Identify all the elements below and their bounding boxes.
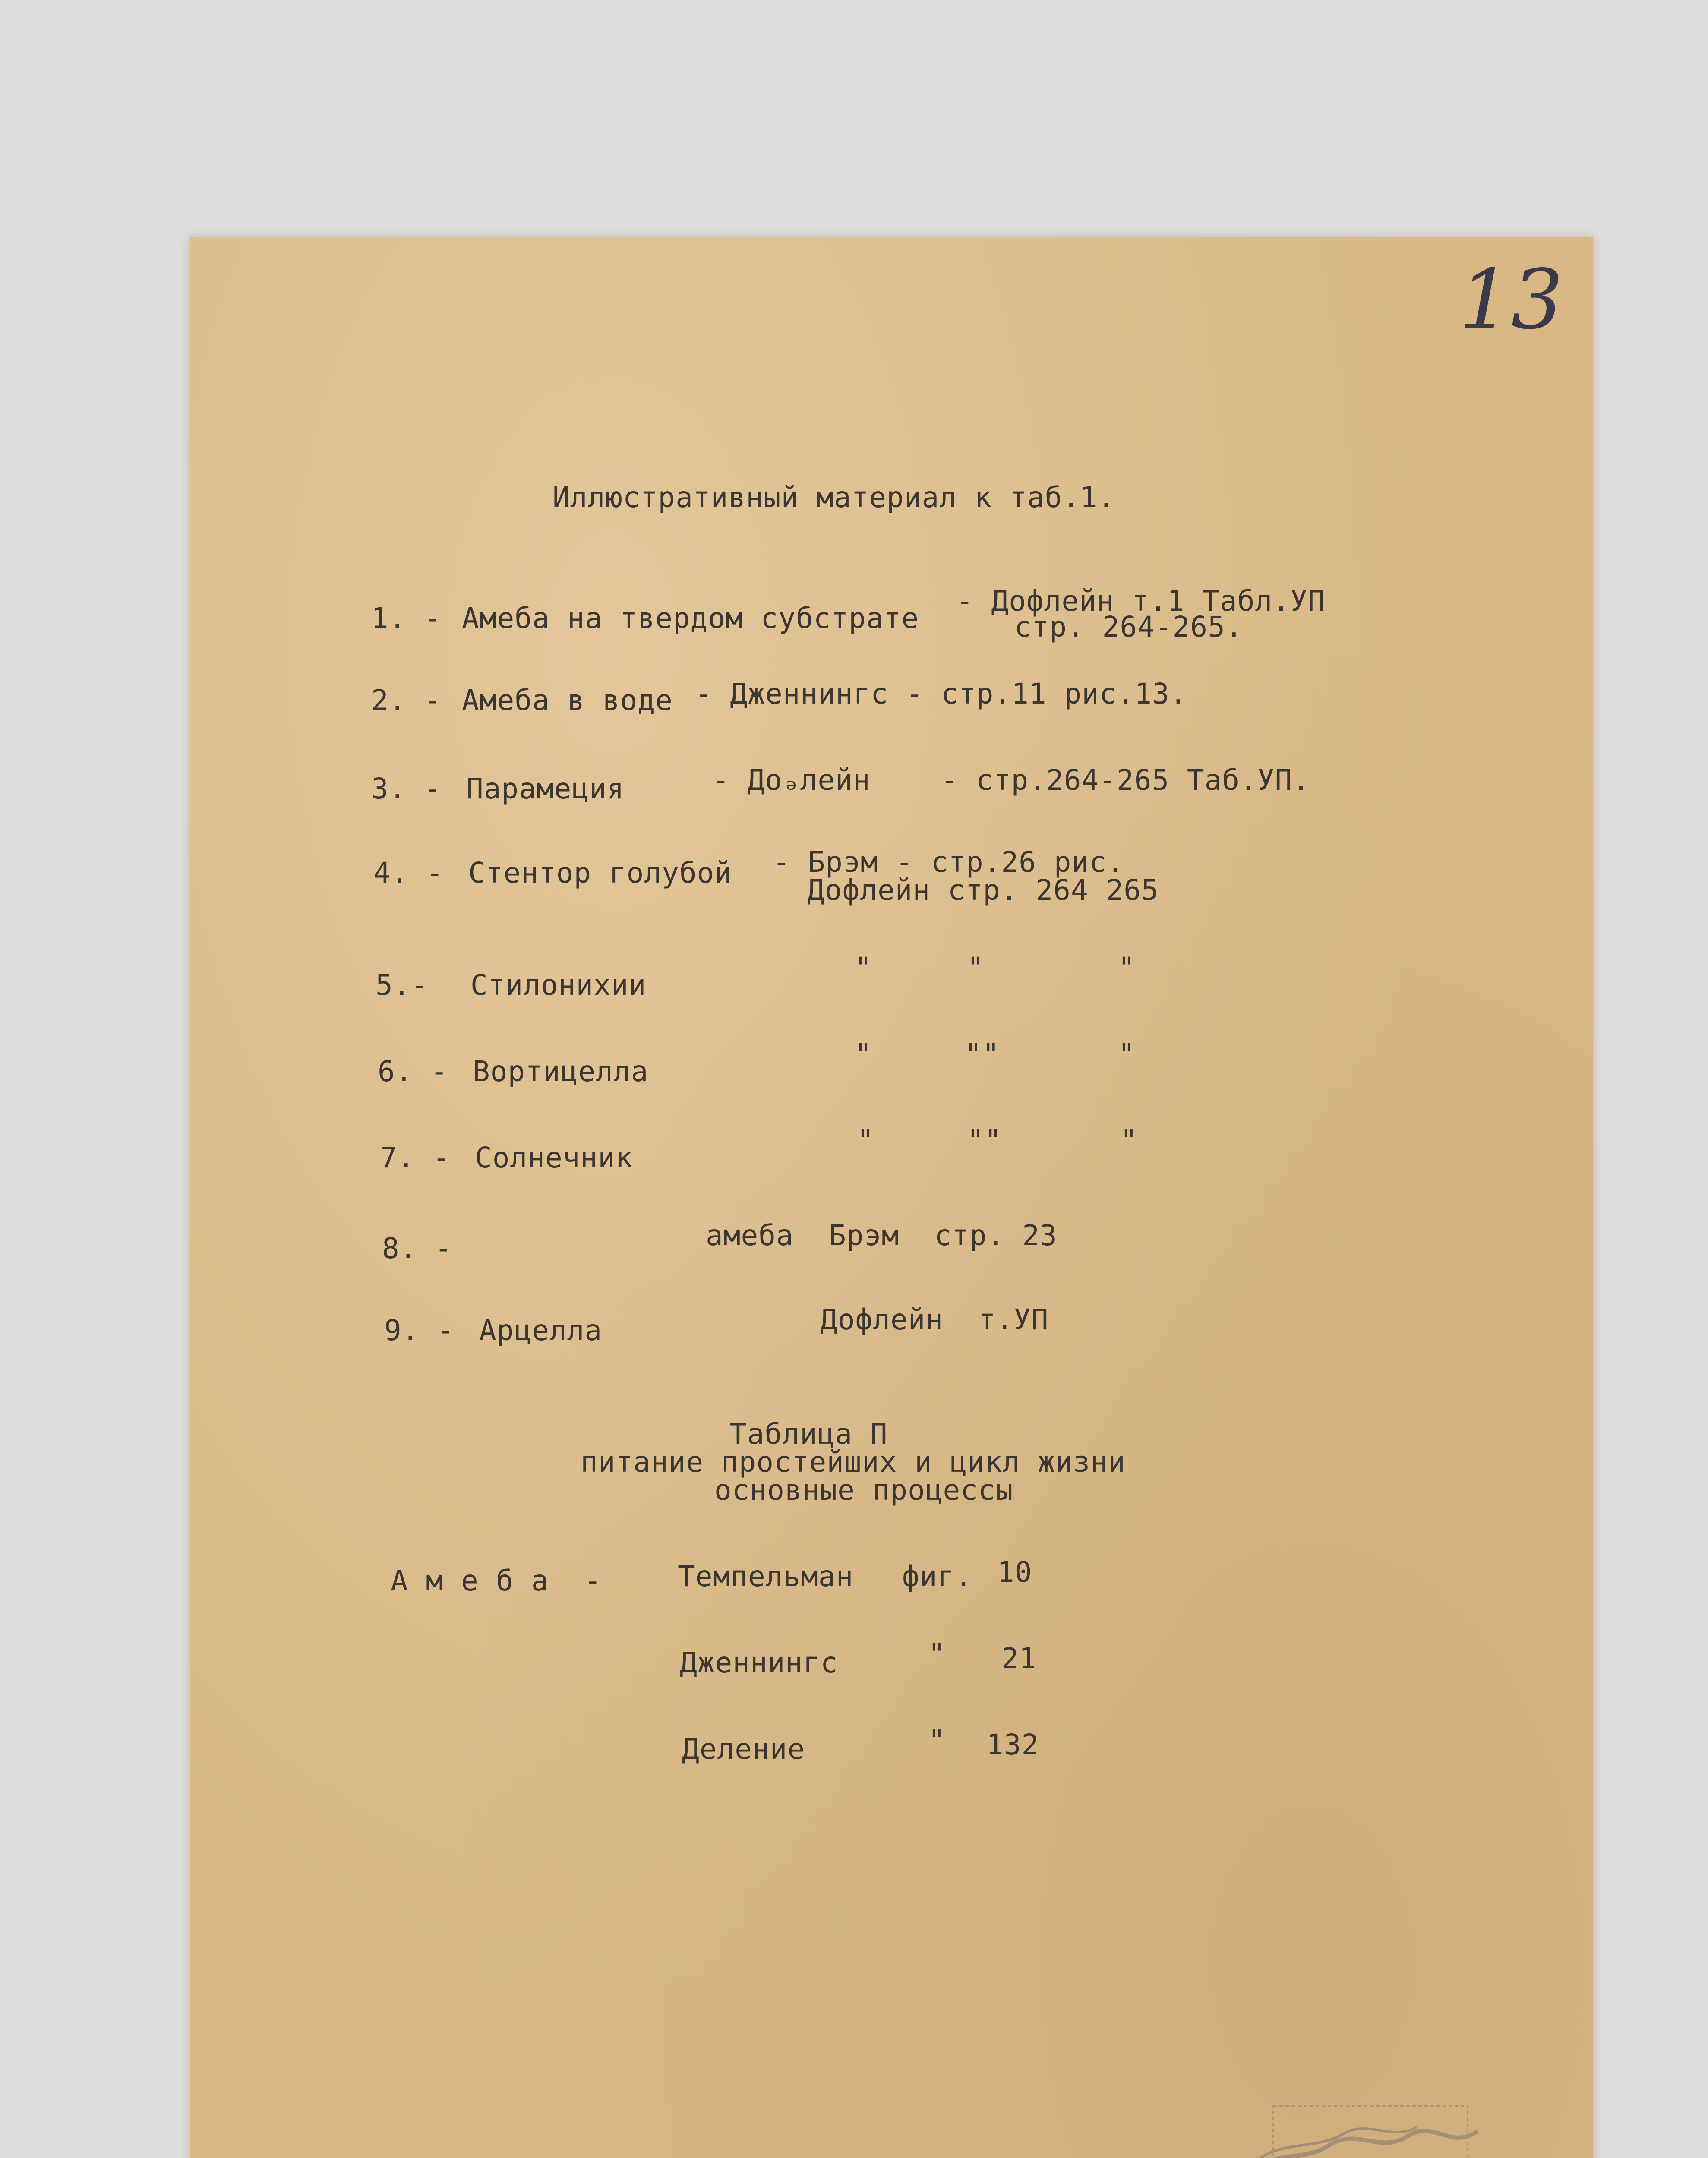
item-7-ditto-2: "" [967,1124,1002,1157]
item-6-ditto-3: " [1118,1038,1136,1071]
item-1-ref: - Дофлейн т.1 Табл.УП [956,584,1326,618]
table2-row-3-source: Деление [682,1732,805,1766]
item-4-number: 4. - [373,856,444,890]
item-4-name: Стентор голубой [468,856,732,890]
item-6-name: Вортицелла [473,1055,649,1088]
item-8-ref: амеба Брэм стр. 23 [706,1219,1058,1252]
item-8-number: 8. - [382,1232,452,1265]
item-6-number: 6. - [378,1055,448,1088]
item-1-number: 1. - [371,602,442,635]
table2-row-2-label: " [928,1637,946,1671]
item-2-ref: - Дженнингс - стр.11 рис.13. [695,677,1187,710]
item-5-ditto-3: " [1118,951,1136,984]
item-1-ref2: стр. 264-265. [1014,610,1243,644]
item-3-ref: - Доₔлейн - стр.264-265 Таб.УП. [712,764,1310,797]
item-9-name: Арцелла [479,1314,603,1347]
table2-row-3-value: 132 [986,1728,1039,1761]
item-4-ref: - Брэм - стр.26 рис. [773,846,1124,879]
item-2-number: 2. - [371,684,442,717]
item-4-ref2: Дофлейн стр. 264 265 [807,874,1159,907]
table2-row-2-source: Дженнингс [680,1646,838,1679]
item-5-number: 5.- [376,969,429,1002]
item-3-number: 3. - [371,772,442,805]
table2-row-2-value: 21 [1001,1642,1037,1675]
item-7-ditto-3: " [1120,1124,1138,1157]
item-6-ditto-2: "" [965,1038,1000,1071]
item-5-ditto-2: " [967,951,985,984]
table2-row-1-source: Темпельман [678,1560,854,1593]
item-9-ref: Дофлейн т.УП [820,1303,1049,1336]
item-6-ditto-1: " [855,1038,872,1071]
table2-row-3-label: " [928,1724,946,1757]
item-5-ditto-1: " [855,951,872,984]
item-5-name: Стилонихии [470,969,647,1002]
item-1-name: Амеба на твердом субстрате [462,602,919,635]
table2-subtitle-1: питание простейших и цикл жизни [581,1445,1126,1479]
table2-row-1-value: 10 [997,1555,1032,1589]
archive-stamp-icon [1243,2098,1485,2158]
item-2-name: Амеба в воде [462,684,673,717]
table2-subject: А м е б а - [391,1564,602,1597]
item-7-number: 7. - [380,1141,450,1174]
item-7-name: Солнечник [475,1141,633,1174]
table2-subtitle-2: основные процессы [714,1473,1013,1507]
table2-heading: Таблица П [729,1417,888,1451]
folio-number: 13 [1459,252,1563,347]
item-9-number: 9. - [384,1314,455,1347]
item-7-ditto-1: " [857,1124,875,1157]
document-title: Иллюстративный материал к таб.1. [552,481,1115,514]
item-3-name: Парамеция [466,772,625,805]
table2-row-1-label: фиг. [902,1560,972,1593]
paper-sheet [190,237,1593,2158]
